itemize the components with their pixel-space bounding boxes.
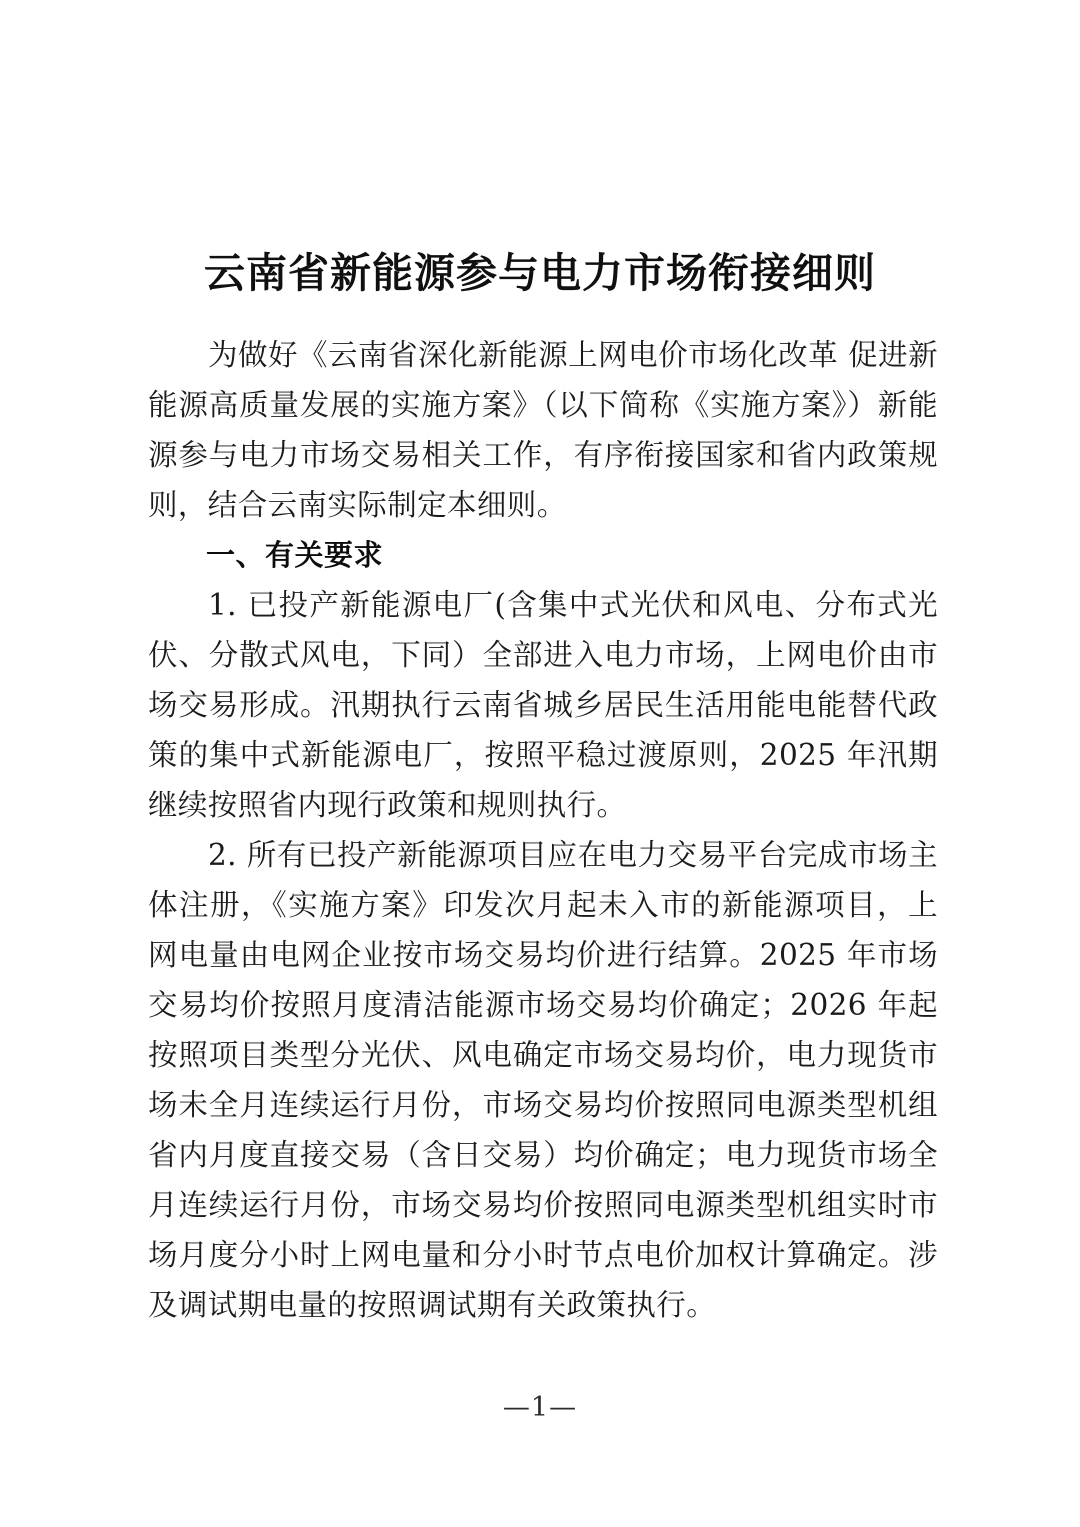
list-item-2: 2. 所有已投产新能源项目应在电力交易平台完成市场主体注册，《实施方案》印发次月起未入市的新能源项目，上网电量由电网企业按市场交易均价进行结算。2025 年市场交易均价按照月度清洁能源市场交易均价确定；2026 年起按照项目类型分光伏、风电确定市场交易均价，电力现货市场未全月连续运行月份，市场交易均价按照同电源类型机组省内月度直接交易（含日交易）均价确定；电力现货市场全月连续运行月份，市场交易均价按照同电源类型机组实时市场月度分小时上网电量和分小时节点电价加权计算确定。涉及调试期电量的按照调试期有关政策执行。 bbox=[148, 838, 938, 1322]
page-title: 云南省新能源参与电力市场衔接细则 bbox=[204, 249, 876, 298]
intro-paragraph: 为做好《云南省深化新能源上网电价市场化改革 促进新能源高质量发展的实施方案》（以下简称《实施方案》）新能源参与电力市场交易相关工作，有序衔接国家和省内政策规则，结合云南实际制定本细则。 bbox=[148, 338, 938, 522]
list-item-1: 1. 已投产新能源电厂(含集中式光伏和风电、分布式光伏、分散式风电，下同）全部进入电力市场，上网电价由市场交易形成。汛期执行云南省城乡居民生活用能电能替代政策的集中式新能源电厂，按照平稳过渡原则，2025 年汛期继续按照省内现行政策和规则执行。 bbox=[148, 588, 938, 822]
section-heading-requirements: 一、有关要求 bbox=[206, 538, 384, 572]
document-body bbox=[148, 330, 938, 1330]
page-number: —1— bbox=[502, 1392, 578, 1423]
